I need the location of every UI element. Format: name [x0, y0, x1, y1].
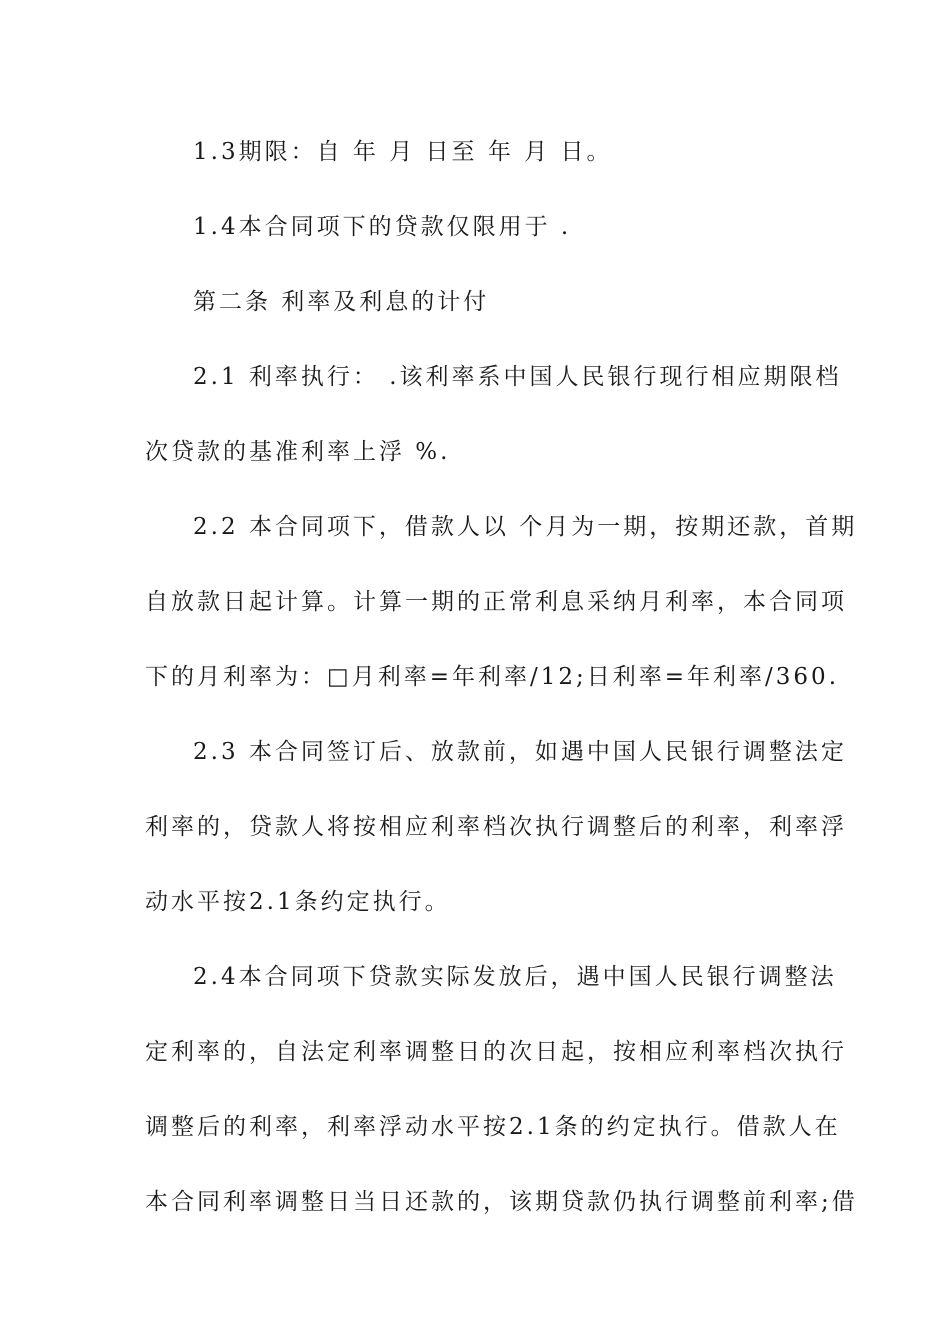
clause-1-4-purpose: 1.4本合同项下的贷款仅限用于 .	[193, 214, 572, 240]
clause-2-4-line-1: 2.4本合同项下贷款实际发放后，遇中国人民银行调整法	[193, 964, 837, 990]
article-2-heading: 第二条 利率及利息的计付	[193, 289, 490, 315]
clause-2-3-line-2: 利率的，贷款人将按相应利率档次执行调整后的利率，利率浮	[145, 814, 847, 840]
clause-2-3-line-1: 2.3 本合同签订后、放款前，如遇中国人民银行调整法定	[193, 739, 847, 765]
clause-2-2-line-3: 下的月利率为：□月利率=年利率/12;日利率=年利率/360.	[145, 664, 839, 690]
clause-2-1-line-1: 2.1 利率执行： .该利率系中国人民银行现行相应期限档	[193, 364, 842, 390]
clause-2-4-line-2: 定利率的，自法定利率调整日的次日起，按相应利率档次执行	[145, 1039, 847, 1065]
clause-2-2-line-2: 自放款日起计算。计算一期的正常利息采纳月利率，本合同项	[145, 589, 847, 615]
clause-1-3-term: 1.3期限：自 年 月 日至 年 月 日。	[193, 139, 613, 165]
clause-2-1-line-2: 次贷款的基准利率上浮 %.	[145, 439, 451, 465]
clause-2-4-line-3: 调整后的利率，利率浮动水平按2.1条的约定执行。借款人在	[145, 1114, 841, 1140]
clause-2-3-line-3: 动水平按2.1条约定执行。	[145, 889, 451, 915]
clause-2-4-line-4: 本合同利率调整日当日还款的，该期贷款仍执行调整前利率;借	[145, 1189, 858, 1215]
clause-2-2-line-1: 2.2 本合同项下，借款人以 个月为一期，按期还款，首期	[193, 514, 858, 540]
